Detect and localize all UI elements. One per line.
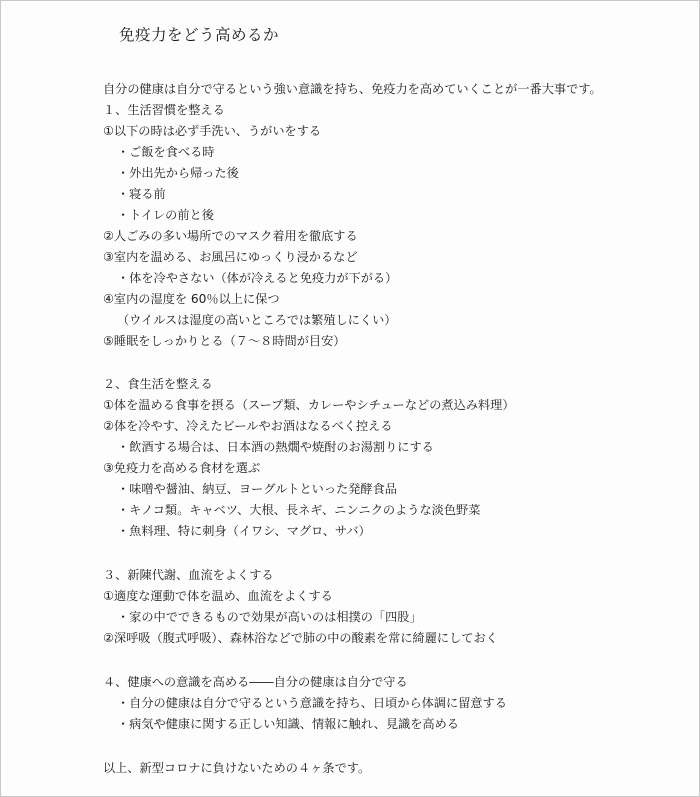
section-3-heading: ３、新陳代謝、血流をよくする: [103, 568, 274, 582]
section-1-subitem: ・トイレの前と後: [117, 208, 214, 222]
section-2-item: ③免疫力を高める食材を選ぶ: [103, 461, 261, 475]
section-1-item: ②人ごみの多い場所でのマスク着用を徹底する: [103, 229, 358, 243]
section-4-subitem: ・病気や健康に関する正しい知識、情報に触れ、見識を高める: [117, 717, 459, 731]
section-1-item: ④室内の湿度を 60％以上に保つ: [103, 292, 280, 306]
section-2-heading: ２、食生活を整える: [103, 377, 213, 391]
section-1-item: ③室内を温める、お風呂にゆっくり浸かるなど: [103, 250, 358, 264]
section-1-item: ①以下の時は必ず手洗い、うがいをする: [103, 124, 322, 138]
section-4-subitem: ・自分の健康は自分で守るという意識を持ち、日頃から体調に留意する: [117, 696, 507, 710]
section-2-subitem: ・飲酒する場合は、日本酒の熱燗や焼酎のお湯割りにする: [117, 440, 434, 454]
section-2-subitem: ・味噌や醤油、納豆、ヨーグルトといった発酵食品: [117, 482, 397, 496]
document-title: 免疫力をどう高めるか: [119, 26, 280, 44]
section-2-item: ②体を冷やす、冷えたビールやお酒はなるべく控える: [103, 419, 393, 433]
section-3-item: ②深呼吸（腹式呼吸）、森林浴などで肺の中の酸素を常に綺麗にしておく: [103, 631, 498, 645]
intro-text: 自分の健康は自分で守るという強い意識を持ち、免疫力を高めていくことが一番大事です。: [103, 82, 602, 96]
section-2-subitem: ・魚料理、特に刺身（イワシ、マグロ、サバ）: [117, 524, 371, 538]
section-2-subitem: ・キノコ類。キャベツ、大根、長ネギ、ニンニクのような淡色野菜: [117, 503, 481, 517]
section-2-item: ①体を温める食事を摂る（スープ類、カレーやシチューなどの煮込み料理）: [103, 398, 515, 412]
section-1-item: ⑤睡眠をしっかりとる（７～８時間が目安）: [103, 334, 346, 348]
section-4-heading: ４、健康への意識を高める――自分の健康は自分で守る: [103, 675, 408, 689]
section-1-note: （ウイルスは湿度の高いところでは繁殖しにくい）: [117, 313, 397, 327]
section-3-item: ①適度な運動で体を温め、血流をよくする: [103, 589, 333, 603]
section-3-subitem: ・家の中でできるもので効果が高いのは相撲の「四股」: [117, 610, 422, 624]
section-1-subitem: ・ご飯を食べる時: [117, 145, 215, 159]
closing-text: 以上、新型コロナに負けないための４ヶ条です。: [103, 761, 371, 775]
section-1-subitem: ・寝る前: [117, 187, 166, 201]
section-1-heading: １、生活習慣を整える: [103, 103, 225, 117]
section-1-subitem: ・体を冷やさない（体が冷えると免疫力が下がる）: [117, 271, 398, 285]
section-1-subitem: ・外出先から帰った後: [117, 166, 239, 180]
